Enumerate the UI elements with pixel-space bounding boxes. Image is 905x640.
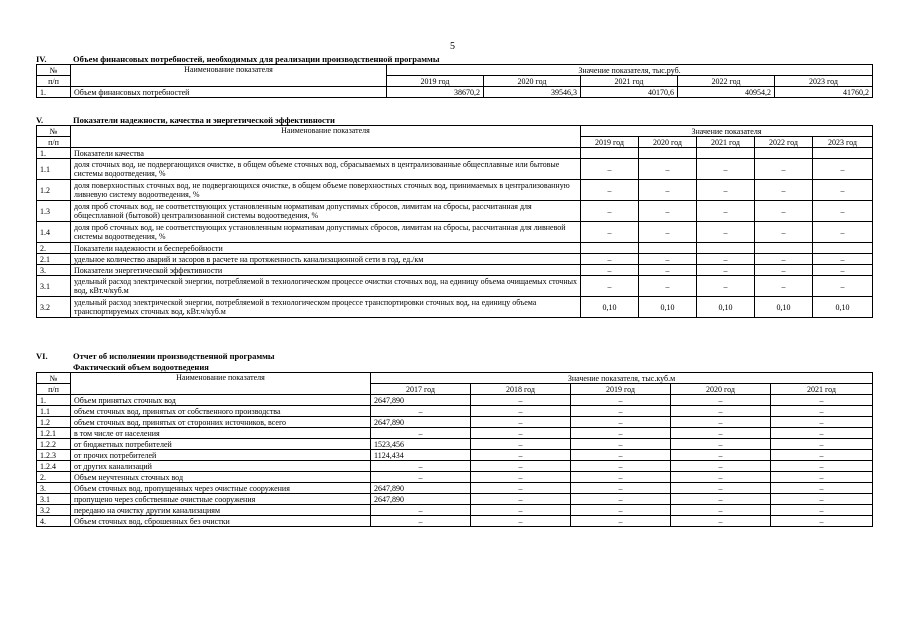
row-value: – [571,505,671,516]
row-value: – [471,417,571,428]
row-value: – [581,254,639,265]
row-number: 3.1 [37,276,71,297]
row-name: от бюджетных потребителей [71,439,371,450]
table-row [37,472,873,483]
row-value: – [671,483,771,494]
row-value: – [671,417,771,428]
row-name: в том числе от населения [71,428,371,439]
row-value: – [571,494,671,505]
header-number: № [37,65,71,76]
row-name: Объем неучтенных сточных вод [71,472,371,483]
row-value: – [771,450,873,461]
row-name: Показатели качества [71,148,581,159]
row-value: – [639,159,697,180]
row-value: – [671,428,771,439]
row-value: – [639,201,697,222]
row-value [697,243,755,254]
table-row [37,297,873,318]
row-value: – [671,494,771,505]
row-value: – [471,450,571,461]
row-value: 2647,890 [371,395,471,406]
row-number: 2. [37,472,71,483]
row-value: – [697,159,755,180]
row-value: 40954,2 [678,87,775,98]
row-value: – [471,428,571,439]
row-value: 0,10 [639,297,697,318]
table-row [37,222,873,243]
page-number: 5 [450,41,455,52]
table-row [37,516,873,527]
row-value: 39546,3 [484,87,581,98]
section-5-number: V. [36,115,44,125]
header-number-pp: п/п [37,76,71,87]
section-5-title: Показатели надежности, качества и энергетической эффективности [73,115,335,125]
row-value: – [571,516,671,527]
section-6-title: Отчет об исполнении производственной программы [73,351,275,361]
row-value [639,243,697,254]
row-value: – [639,265,697,276]
row-value: 1124,434 [371,450,471,461]
row-value: – [671,461,771,472]
row-value: – [671,505,771,516]
table-row [37,201,873,222]
row-number: 1.2.4 [37,461,71,472]
table-row [37,180,873,201]
row-value: – [671,516,771,527]
table-row [37,505,873,516]
row-value: – [671,439,771,450]
row-value: – [671,472,771,483]
table-row [37,494,873,505]
header-year: 2019 год [387,76,484,87]
row-value: – [581,201,639,222]
row-number: 3.1 [37,494,71,505]
row-value: 2647,890 [371,417,471,428]
row-value: – [471,406,571,417]
header-year: 2023 год [813,137,873,148]
header-year: 2019 год [581,137,639,148]
row-name: Объем принятых сточных вод [71,395,371,406]
row-value: – [571,395,671,406]
row-value: – [771,417,873,428]
row-value: – [755,276,813,297]
header-number: № [37,126,71,137]
row-value: – [639,276,697,297]
header-year: 2020 год [671,384,771,395]
row-name: Показатели надежности и бесперебойности [71,243,581,254]
row-name: от других канализаций [71,461,371,472]
table-row [37,265,873,276]
row-value [813,243,873,254]
row-value: 2647,890 [371,483,471,494]
row-number: 1.2 [37,417,71,428]
row-value: – [813,180,873,201]
table-row [37,159,873,180]
row-name: доля поверхностных сточных вод, не подвергающихся очистке, в общем объеме поверхностных сточных вод, принимаемых в централизованную ливневую систему водоотведения, % [71,180,581,201]
row-number: 2.1 [37,254,71,265]
row-value: – [697,276,755,297]
row-value: – [639,180,697,201]
section-6-subtitle: Фактический объем водоотведения [73,362,209,372]
row-name: от прочих потребителей [71,450,371,461]
header-year: 2019 год [571,384,671,395]
row-value: – [771,516,873,527]
row-value: – [771,395,873,406]
row-value: 0,10 [813,297,873,318]
table-row [37,148,873,159]
row-value: – [571,461,671,472]
wastewater-volume-table [36,372,873,527]
header-number: № [37,373,71,384]
row-name: удельное количество аварий и засоров в расчете на протяженность канализационной сети в год, ед./км [71,254,581,265]
table-row [37,450,873,461]
section-6-heading [36,351,275,361]
row-value: – [771,472,873,483]
section-6-number: VI. [36,351,48,361]
row-value: – [755,265,813,276]
header-year: 2020 год [639,137,697,148]
table-row [37,439,873,450]
section-5-heading [36,115,335,125]
header-number-pp: п/п [37,137,71,148]
table-row [37,406,873,417]
row-value: – [571,439,671,450]
row-value: – [471,505,571,516]
row-value: – [571,472,671,483]
row-value: – [771,483,873,494]
header-value: Значение показателя, тыс.руб. [387,65,873,76]
row-value [639,148,697,159]
row-name: передано на очистку другим канализациям [71,505,371,516]
row-value: – [813,222,873,243]
row-number: 4. [37,516,71,527]
row-value: – [639,254,697,265]
row-value: – [755,159,813,180]
row-number: 3. [37,265,71,276]
row-value: – [471,494,571,505]
row-number: 1. [37,395,71,406]
row-number: 1. [37,87,71,98]
row-value: – [581,159,639,180]
row-value: – [581,265,639,276]
row-value: – [639,222,697,243]
header-year: 2021 год [581,76,678,87]
table-row [37,461,873,472]
header-name: Наименование показателя [71,373,371,395]
row-value: – [581,276,639,297]
row-value [581,148,639,159]
row-value: – [697,180,755,201]
row-value: 41760,2 [775,87,873,98]
row-value: – [671,406,771,417]
row-name: Показатели энергетической эффективности [71,265,581,276]
row-number: 3. [37,483,71,494]
row-value: 0,10 [755,297,813,318]
row-value: 0,10 [697,297,755,318]
header-value: Значение показателя, тыс.куб.м [371,373,873,384]
header-year: 2018 год [471,384,571,395]
row-value: – [697,254,755,265]
row-value: – [371,516,471,527]
row-value: – [471,461,571,472]
row-name: Объем сточных вод, сброшенных без очистки [71,516,371,527]
row-name: объем сточных вод, принятых от собственного производства [71,406,371,417]
row-number: 1.3 [37,201,71,222]
row-number: 1.4 [37,222,71,243]
row-name: пропущено через собственные очистные сооружения [71,494,371,505]
row-number: 1.2.3 [37,450,71,461]
row-value: – [813,276,873,297]
row-value: 0,10 [581,297,639,318]
reliability-indicators-table [36,125,873,318]
row-value: 2647,890 [371,494,471,505]
row-value: – [755,201,813,222]
header-year: 2022 год [678,76,775,87]
row-value: – [471,472,571,483]
row-value: – [813,254,873,265]
row-value: – [813,265,873,276]
row-name: Объем сточных вод, пропущенных через очистные сооружения [71,483,371,494]
row-value: – [771,505,873,516]
row-number: 1.2.1 [37,428,71,439]
row-name: Объем финансовых потребностей [71,87,387,98]
row-value: – [771,439,873,450]
row-name: доля сточных вод, не подвергающихся очистке, в общем объеме сточных вод, сбрасываемых в централизованные общесплавные или бытовые системы водоотведения, % [71,159,581,180]
row-value [581,243,639,254]
row-value: – [755,254,813,265]
row-value: – [371,406,471,417]
row-number: 3.2 [37,297,71,318]
row-value: – [571,428,671,439]
row-value: – [371,505,471,516]
row-value [697,148,755,159]
row-name: доля проб сточных вод, не соответствующих установленным нормативам допустимых сбросов, лимитам на сбросы, рассчитанная для ливневой системы водоотведения, % [71,222,581,243]
header-year: 2022 год [755,137,813,148]
row-value: – [571,417,671,428]
section-4-number: IV. [36,54,47,64]
row-value: – [671,450,771,461]
row-value: 38670,2 [387,87,484,98]
row-value: – [755,222,813,243]
table-row [37,428,873,439]
table-row [37,87,873,98]
row-value: – [371,461,471,472]
row-value: – [581,222,639,243]
financial-needs-table [36,64,873,98]
row-value: – [371,472,471,483]
row-value: – [771,461,873,472]
row-number: 1.1 [37,406,71,417]
row-value: – [813,201,873,222]
row-value: 1523,456 [371,439,471,450]
row-value: – [371,428,471,439]
row-value: – [471,483,571,494]
header-year: 2021 год [771,384,873,395]
row-number: 1.2 [37,180,71,201]
header-year: 2020 год [484,76,581,87]
section-4-title: Объем финансовых потребностей, необходимых для реализации производственной программы [73,54,440,64]
row-number: 1.2.2 [37,439,71,450]
row-number: 2. [37,243,71,254]
row-value: – [697,265,755,276]
row-value: – [771,406,873,417]
row-value [755,148,813,159]
row-value: – [697,201,755,222]
row-value [813,148,873,159]
row-value: – [697,222,755,243]
row-value: – [471,395,571,406]
row-value: – [571,483,671,494]
row-value: – [771,494,873,505]
header-name: Наименование показателя [71,126,581,148]
row-value [755,243,813,254]
header-name: Наименование показателя [71,65,387,87]
header-number-pp: п/п [37,384,71,395]
row-name: удельный расход электрической энергии, потребляемой в технологическом процессе очистки сточных вод, на единицу объема очищаемых сточных вод, кВт.ч/куб.м [71,276,581,297]
row-name: удельный расход электрической энергии, потребляемой в технологическом процессе транспортировки сточных вод, на единицу объема транспортируемых сточных вод, кВт.ч/куб.м [71,297,581,318]
row-name: доля проб сточных вод, не соответствующих установленным нормативам допустимых сбросов, лимитам на сбросы, рассчитанная для общесплавной (бытовой) централизованной системы водоотведения, % [71,201,581,222]
row-name: объем сточных вод, принятых от сторонних источников, всего [71,417,371,428]
table-row [37,276,873,297]
header-value: Значение показателя [581,126,873,137]
row-value: – [571,450,671,461]
row-number: 1. [37,148,71,159]
table-row [37,254,873,265]
table-row [37,483,873,494]
row-value: – [471,439,571,450]
header-year: 2023 год [775,76,873,87]
table-row [37,395,873,406]
row-value: – [813,159,873,180]
header-year: 2017 год [371,384,471,395]
row-value: – [671,395,771,406]
table-row [37,243,873,254]
row-number: 3.2 [37,505,71,516]
section-4-heading [36,54,439,64]
row-value: – [571,406,671,417]
row-value: – [771,428,873,439]
table-row [37,417,873,428]
row-value: – [755,180,813,201]
row-value: – [581,180,639,201]
row-number: 1.1 [37,159,71,180]
header-year: 2021 год [697,137,755,148]
row-value: – [471,516,571,527]
row-value: 40170,6 [581,87,678,98]
